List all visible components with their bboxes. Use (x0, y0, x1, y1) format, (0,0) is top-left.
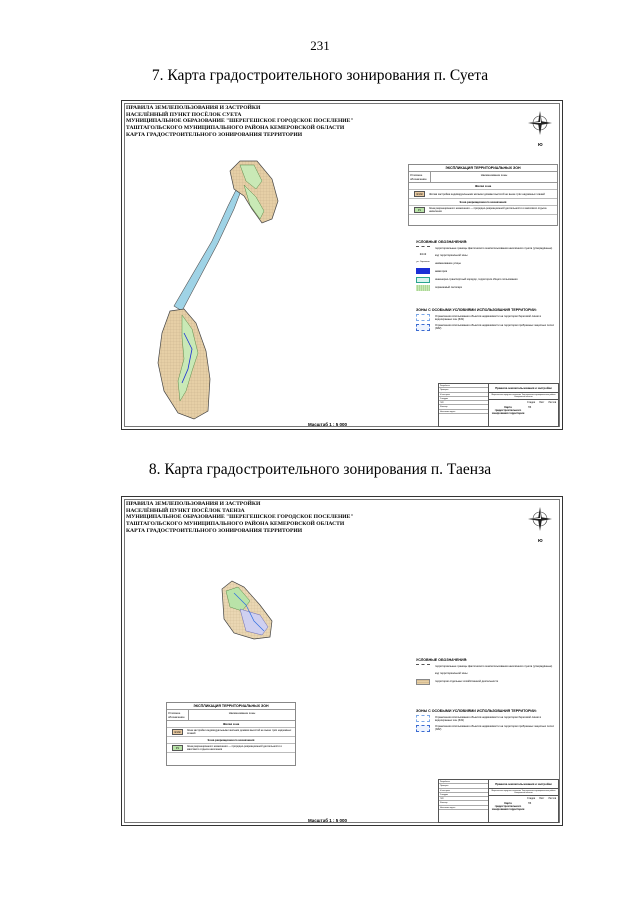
special-zones-legend (416, 709, 556, 734)
symbols-legend (416, 240, 556, 293)
legend-row-text: Зона рекреационного назначения — природно-рекреационной деятельности и массового отдыха населения (429, 207, 547, 213)
special-zones-legend (416, 308, 556, 333)
title-block-stamp (438, 383, 559, 427)
stamp-person: Н. контроль (439, 789, 488, 793)
title-line: ПРАВИЛА ЗЕМЛЕПОЛЬЗОВАНИЯ И ЗАСТРОЙКИ (126, 501, 261, 507)
symbol-row (416, 261, 556, 266)
zone-code-mark (416, 671, 430, 676)
stamp-sheet: Лист (539, 401, 545, 404)
stamp-signatures (439, 384, 489, 426)
stamp-person: Утвердил (439, 397, 488, 401)
swatch-residential: Ж1/Ж (172, 729, 183, 735)
symbol-label: код территориальной зоны (435, 672, 468, 676)
stamp-sheet-name: Карта градостроительного зонирования территории (491, 406, 525, 415)
explication-legend (166, 702, 296, 766)
water-protection-icon (416, 715, 430, 722)
map-scale: Масштаб 1 : 5 000 (308, 422, 348, 427)
zone-label: Ограничения использования объектов недвижимости на территории береговой линии в водоохранных зон (ЗЗ1) (435, 715, 541, 722)
explication-header (409, 172, 557, 183)
zones-title: ЗОНЫ С ОСОБЫМИ УСЛОВИЯМИ ИСПОЛЬЗОВАНИЯ ТЕРРИТОРИИ: (416, 709, 537, 713)
title-line: ТАШТАГОЛЬСКОГО МУНИЦИПАЛЬНОГО РАЙОНА КЕМЕРОВСКОЙ ОБЛАСТИ (126, 125, 345, 132)
swatch-recreation: Р1 (414, 207, 425, 213)
explication-title: ЭКСПЛИКАЦИЯ ТЕРРИТОРИАЛЬНЫХ ЗОН (409, 165, 557, 172)
coastal-strip-icon (416, 725, 430, 732)
stamp-signatures (439, 780, 489, 822)
legend-row (409, 190, 557, 199)
explication-title: ЭКСПЛИКАЦИЯ ТЕРРИТОРИАЛЬНЫХ ЗОН (167, 703, 295, 710)
symbol-label: код территориальной зоны (435, 254, 468, 258)
symbols-legend (416, 658, 556, 687)
stamp-person: Начальник отдела (439, 410, 488, 414)
stamp-sheet-name: Карта градостроительного зонирования территории (491, 802, 525, 811)
compass-label: Ю (538, 538, 543, 543)
stamp-stage: Стадия (527, 401, 536, 404)
water-protection-icon (416, 314, 430, 321)
map-scale: Масштаб 1 : 5 000 (308, 818, 348, 823)
street-name-mark: ул. Заречная (416, 260, 430, 263)
stamp-info (489, 384, 558, 426)
symbol-label: территориальные границы фактического землепользования населённого пункта (утверждённые) (435, 247, 553, 250)
zone-label: Ограничения использования объектов недвижимости на территории прибрежных защитных полос (ЗЗ2) (435, 324, 554, 331)
symbol-row (416, 268, 556, 274)
stamp-header: Правила землепользования и застройки (489, 780, 558, 789)
stamp-sheets: Листов (548, 797, 557, 800)
stamp-sub: Шерегешское городское поселение Таштагольского муниципального района Кемеровской области (489, 789, 558, 796)
stamp-grid (527, 797, 558, 800)
legend-row (167, 744, 295, 753)
title-line: НАСЕЛЁННЫЙ ПУНКТ ПОСЁЛОК ТАЕНЗА (126, 507, 245, 514)
stamp-person: ГИП (439, 797, 488, 801)
symbols-title: УСЛОВНЫЕ ОБОЗНАЧЕНИЯ: (416, 240, 468, 244)
zone-label: Ограничения использования объектов недвижимости на территории прибрежных защитных полос (ЗЗ2) (435, 725, 554, 732)
symbol-row (416, 253, 556, 258)
stamp-stage: Стадия (527, 797, 536, 800)
symbol-row (416, 285, 556, 291)
boundary-line-icon (416, 246, 430, 251)
road-corridor (174, 181, 244, 311)
stamp-person: Утвердил (439, 793, 488, 797)
stamp-header: Правила землепользования и застройки (489, 384, 558, 393)
col-symbol: Условное обозначение (409, 172, 431, 182)
stamp-person: Инженер (439, 405, 488, 409)
map-canvas (122, 497, 412, 826)
stamp-sheets: Листов (548, 401, 557, 404)
symbol-label: наименование улицы (435, 261, 461, 265)
compass-rose-icon (527, 505, 553, 539)
stamp-stage-value: ПЗ (528, 406, 532, 409)
map-sheet-taenza (121, 496, 563, 826)
title-line: ТАШТАГОЛЬСКОГО МУНИЦИПАЛЬНОГО РАЙОНА КЕМЕРОВСКОЙ ОБЛАСТИ (126, 521, 345, 528)
stamp-person: Н. контроль (439, 393, 488, 397)
symbol-label: охраняемый лесопарк (435, 286, 462, 290)
stamp-sub: Шерегешское городское поселение Таштагольского муниципального района Кемеровской области (489, 393, 558, 400)
symbol-row (416, 246, 556, 251)
legend-group-label: Зона рекреационного назначения (167, 737, 295, 744)
stamp-person: Начальник отдела (439, 806, 488, 810)
title-line: ПРАВИЛА ЗЕМЛЕПОЛЬЗОВАНИЯ И ЗАСТРОЙКИ (126, 105, 261, 111)
col-symbol: Условное обозначение (167, 710, 189, 720)
title-block-stamp (438, 779, 559, 823)
water-swatch (416, 268, 430, 274)
col-name: Наименование зоны (480, 173, 508, 177)
legend-group-label: Зона рекреационного назначения (409, 199, 557, 206)
zones-title: ЗОНЫ С ОСОБЫМИ УСЛОВИЯМИ ИСПОЛЬЗОВАНИЯ ТЕРРИТОРИИ: (416, 308, 537, 312)
legend-row (409, 206, 557, 215)
caption-suyeta: 7. Карта градостроительного зонирования п. Суета (151, 67, 489, 84)
title-line: НАСЕЛЁННЫЙ ПУНКТ ПОСЁЛОК СУЕТА (126, 111, 242, 118)
legend-row (167, 728, 295, 737)
symbol-row (416, 679, 556, 685)
stamp-grid (527, 401, 558, 404)
col-name: Наименование зоны (228, 711, 256, 715)
symbol-label: акватория (435, 269, 448, 273)
swatch-recreation: Р1 (172, 745, 183, 751)
corridor-swatch (416, 277, 430, 283)
stamp-sheet: Лист (539, 797, 545, 800)
stamp-person: ГИП (439, 401, 488, 405)
zone-row (416, 314, 556, 321)
explication-legend (408, 164, 558, 226)
map-canvas (122, 101, 412, 430)
stamp-info (489, 780, 558, 822)
symbol-row (416, 671, 556, 676)
stamp-person: Проверил (439, 784, 488, 788)
zone-row (416, 725, 556, 732)
stamp-stage-value: ПЗ (528, 802, 532, 805)
zone-code-mark: Ж1/Ж (419, 253, 427, 257)
title-line: МУНИЦИПАЛЬНОЕ ОБРАЗОВАНИЕ "ШЕРЕГЕШСКОЕ ГОРОДСКОЕ ПОСЕЛЕНИЕ" (126, 118, 354, 125)
compass-label: Ю (538, 142, 543, 147)
symbol-label: территориальные границы фактического землепользования населённого пункта (утверждённые) (435, 665, 553, 668)
caption-taenza: 8. Карта градостроительного зонирования п. Таенза (148, 461, 492, 478)
map-sheet-suyeta (121, 100, 563, 430)
symbol-row (416, 277, 556, 283)
legend-row-text: Зона застройки индивидуальными жилыми домами высотой не выше трёх надземных этажей (187, 729, 292, 735)
title-line: КАРТА ГРАДОСТРОИТЕЛЬНОГО ЗОНИРОВАНИЯ ТЕРРИТОРИИ (126, 131, 303, 138)
legend-row-text: Зона рекреационного назначения — природно-рекреационной деятельности и массового отдыха населения (187, 745, 282, 751)
forest-park-swatch (416, 285, 430, 291)
symbol-row (416, 664, 556, 669)
stamp-person: Разработал (439, 780, 488, 784)
economic-activity-swatch (416, 679, 430, 685)
stamp-person: Инженер (439, 801, 488, 805)
symbol-label: территории отдельных хозяйственной деятельности (435, 680, 499, 684)
zone-label: Ограничения использования объектов недвижимости на территории береговой линии в водоохранных зон (ЗЗ1) (435, 314, 541, 321)
legend-group-label: Жилая зона (409, 183, 557, 190)
symbols-title: УСЛОВНЫЕ ОБОЗНАЧЕНИЯ: (416, 658, 468, 662)
legend-row-text: Жилая застройка индивидуальными жилыми домами высотой не выше трёх надземных этажей (429, 192, 545, 196)
coastal-strip-icon (416, 324, 430, 331)
title-line: МУНИЦИПАЛЬНОЕ ОБРАЗОВАНИЕ "ШЕРЕГЕШСКОЕ ГОРОДСКОЕ ПОСЕЛЕНИЕ" (126, 514, 354, 521)
symbol-label: инженерно-транспортный коридор, территория общего пользования (435, 278, 518, 282)
explication-header (167, 710, 295, 721)
legend-group-label: Жилая зона (167, 721, 295, 728)
page-number: 231 (310, 38, 330, 53)
title-line: КАРТА ГРАДОСТРОИТЕЛЬНОГО ЗОНИРОВАНИЯ ТЕРРИТОРИИ (126, 527, 303, 534)
stamp-person: Проверил (439, 388, 488, 392)
zone-row (416, 324, 556, 331)
stamp-person: Разработал (439, 384, 488, 388)
swatch-residential: Ж1/Ж (414, 191, 425, 197)
compass-rose-icon (527, 109, 553, 143)
boundary-line-icon (416, 664, 430, 669)
zone-row (416, 715, 556, 722)
